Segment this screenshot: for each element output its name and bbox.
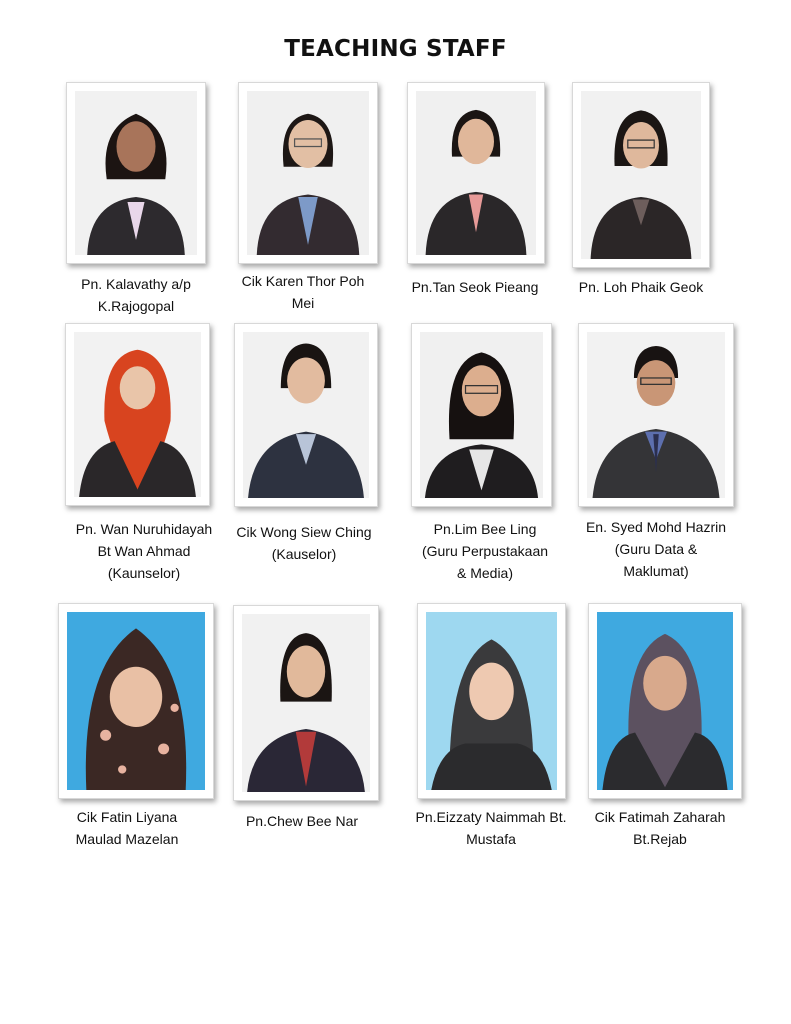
portrait: [426, 612, 557, 790]
portrait: [67, 612, 205, 790]
staff-photo: [572, 82, 710, 268]
portrait: [75, 91, 197, 255]
staff-photo: [411, 323, 552, 507]
staff-photo: [417, 603, 566, 799]
staff-caption: Pn.Tan Seok Pieang: [411, 279, 539, 295]
staff-caption: Cik Fatimah Zaharah Bt.Rejab: [594, 809, 726, 847]
staff-caption: Cik Karen Thor Poh Mei: [241, 273, 365, 311]
portrait: [242, 614, 370, 792]
staff-photo: [65, 323, 210, 506]
staff-photo: [238, 82, 378, 264]
portrait: [420, 332, 543, 498]
staff-photo: [407, 82, 545, 264]
staff-photo: [58, 603, 214, 799]
portrait: [597, 612, 733, 790]
staff-caption: Pn. Loh Phaik Geok: [578, 279, 704, 295]
staff-photo: [578, 323, 734, 507]
portrait: [581, 91, 701, 259]
staff-caption: Cik Fatin Liyana Maulad Mazelan: [75, 809, 179, 847]
portrait: [587, 332, 725, 498]
staff-caption: Pn.Eizzaty Naimmah Bt. Mustafa: [415, 809, 567, 847]
staff-caption: En. Syed Mohd Hazrin (Guru Data & Maklumat): [585, 519, 727, 579]
staff-caption: Pn. Wan Nuruhidayah Bt Wan Ahmad (Kaunselor): [75, 521, 213, 581]
staff-photo: [588, 603, 742, 799]
portrait: [74, 332, 201, 497]
staff-caption: Pn.Lim Bee Ling (Guru Perpustakaan & Media): [421, 521, 549, 581]
staff-caption: Pn.Chew Bee Nar: [245, 813, 359, 829]
page-title: TEACHING STAFF: [284, 36, 507, 62]
staff-caption: Pn. Kalavathy a/p K.Rajogopal: [81, 276, 191, 314]
staff-photo: [233, 605, 379, 801]
portrait: [247, 91, 369, 255]
staff-caption: Cik Wong Siew Ching (Kauselor): [236, 524, 372, 562]
portrait: [416, 91, 536, 255]
portrait: [243, 332, 369, 498]
staff-photo: [234, 323, 378, 507]
staff-photo: [66, 82, 206, 264]
